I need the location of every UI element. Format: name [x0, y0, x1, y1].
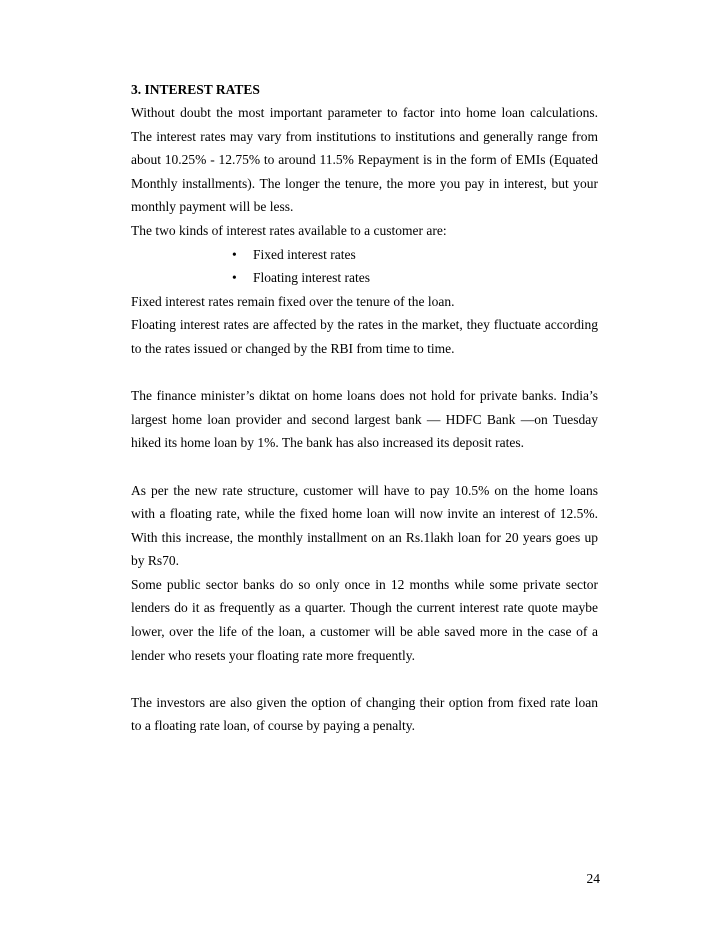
- page-content: [131, 79, 598, 738]
- paragraph-reset-frequency: Some public sector banks do so only once in 12 months while some private sector lenders do it as frequently as a quarter. Though the current interest rate quote maybe lower, over the life of the loan, a customer will be able saved more in the case of a lender who resets your floating rate more frequently.: [131, 576, 598, 663]
- paragraph-spacer: [131, 361, 598, 385]
- paragraph-option-change: The investors are also given the option of changing their option from fixed rate loan to a floating rate loan, of course by paying a penalty.: [131, 694, 598, 734]
- list-item: [131, 243, 598, 267]
- paragraph-new-rate-structure: As per the new rate structure, customer will have to pay 10.5% on the home loans with a floating rate, while the fixed home loan will now invite an interest of 12.5%. With this increase, the monthly installment on an Rs.1lakh loan for 20 years goes up by Rs70.: [131, 482, 598, 569]
- paragraph-interest-intro: Without doubt the most important parameter to factor into home loan calculations. The interest rates may vary from institutions to institutions and generally range from about 10.25% - 12.75% to around 11.5% Repayment is in the form of EMIs (Equated Monthly installments). The longer the tenure, the more you pay in interest, but your monthly payment will be less.: [131, 105, 598, 215]
- paragraph-fixed-rates: Fixed interest rates remain fixed over the tenure of the loan.: [131, 293, 455, 309]
- paragraph-spacer: [131, 667, 598, 691]
- interest-types-list: [131, 243, 598, 290]
- list-item-label: Fixed interest rates: [253, 246, 356, 262]
- list-item: [131, 266, 598, 290]
- paragraph-spacer: [131, 455, 598, 479]
- bullet-icon: •: [232, 270, 237, 286]
- paragraph-interest-kinds: The two kinds of interest rates available to a customer are:: [131, 222, 447, 238]
- paragraph-floating-rates: Floating interest rates are affected by the rates in the market, they fluctuate according to the rates issued or changed by the RBI from time to time.: [131, 317, 598, 356]
- paragraph-hdfc-hike: The finance minister’s diktat on home loans does not hold for private banks. India’s largest home loan provider and second largest bank — HDFC Bank —on Tuesday hiked its home loan by 1%. The bank has also increased its deposit rates.: [131, 388, 598, 451]
- list-item-label: Floating interest rates: [253, 270, 370, 286]
- section-heading: 3. INTEREST RATES: [131, 82, 260, 97]
- bullet-icon: •: [232, 246, 237, 262]
- page-number: 24: [586, 871, 600, 886]
